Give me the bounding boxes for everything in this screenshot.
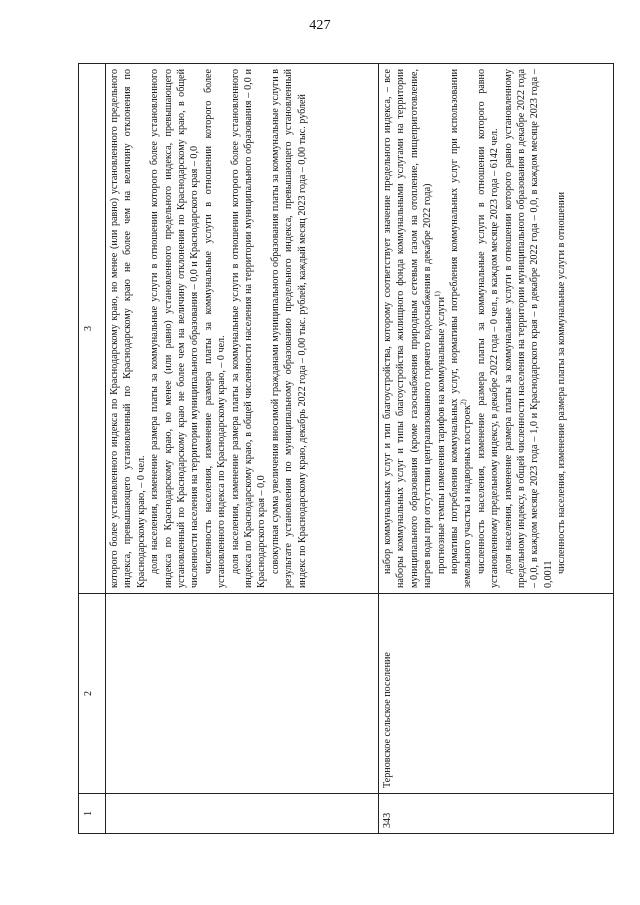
header-col-2: 2 [79, 594, 106, 794]
indicator-paragraph: численность населения, изменение размера платы за коммунальные услуги в отношении [556, 191, 568, 574]
indicator-paragraph [448, 69, 475, 588]
indicator-paragraph: набор коммунальных услуг и тип благоустройства, которому соответствует значение предельного индекса, – все наборы коммунальных услуг и типы благоустройства жилищного фонда коммунальными услугами на территории муниципального образования (кроме газоснабжения природным сетевым газом на отопление, пищеприготовление, нагрев воды при отсутствии централизованного горячего водоснабжения в декабре 2022 года) [382, 69, 434, 588]
indicator-paragraph: численность населения, изменение размера платы за коммунальные услуги в отношении которого равно установленному предельному индексу, в декабре 2022 года – 0 чел., в каждом месяце 2023 года – 6142 чел. [475, 69, 501, 588]
indicator-text-cell [379, 64, 614, 594]
settlement-name-cell: Терновское сельское поселение [379, 594, 614, 794]
paragraph-text: прогнозные темпы изменения тарифов на коммунальные услуги [435, 297, 447, 574]
table-row [106, 64, 379, 834]
footnote-mark: 1) [433, 291, 442, 298]
row-number-cell [106, 794, 379, 834]
header-col-3: 3 [79, 64, 106, 594]
indicator-paragraph: доля населения, изменение размера платы за коммунальные услуги в отношении которого более установленного индекса по Краснодарскому краю, в общей численности населения на территории муниципального образования – 0,0 и Краснодарского края – 0,0 [229, 69, 268, 588]
table-row [379, 64, 614, 834]
indicator-paragraph: которого более установленного индекса по Краснодарскому краю, но менее (или равно) установленного предельного индекса, превышающего установленный по Краснодарскому краю не более чем на величину отклонения по Краснодарскому краю, – 0 чел. [109, 69, 147, 588]
indicator-paragraph: доля населения, изменение размера платы за коммунальные услуги в отношении которого более установленного индекса по Краснодарскому краю, но менее (или равно) установленного предельного индекса, превышающего установленный по Краснодарскому краю не более чем на величину отклонения по Краснодарскому краю, в общей численности населения на территории муниципального образования – 0,0 и Краснодарского края – 0,0 [149, 69, 201, 588]
page-number: 427 [309, 18, 331, 33]
rotated-table-content [78, 64, 612, 834]
indicator-paragraph [435, 69, 448, 588]
indicator-paragraph: доля населения, изменение размера платы за коммунальные услуги в отношении которого равно установленному предельному индексу, в общей численности населения на территории муниципального образования в декабре 2022 года – 0,0, в каждом месяце 2023 года – 1,0 и Краснодарского края – в декабре 2022 года – 0,0, в каждом месяце 2023 года – 0,0011 [502, 69, 554, 588]
footnote-mark: 2) [460, 399, 469, 406]
paragraph-text: нормативы потребления коммунальных услуг, нормативы потребления коммунальных услуг при использовании земельного участка и надворных построек [449, 69, 474, 588]
indicator-paragraph: численность населения, изменение размера платы за коммунальные услуги в отношении которого более установленного индекса по Краснодарскому краю, – 0 чел. [202, 69, 228, 588]
indicator-text-cell [106, 64, 379, 594]
indicator-paragraph: совокупная сумма увеличения вносимой гражданами муниципального образования платы за коммунальные услуги в результате установления по муниципальному образованию предельного индекса, превышающего установленный индекс по Краснодарскому краю, декабрь 2022 года – 0,00 тыс. рублей, каждый месяц 2023 года – 0,00 тыс. рублей [269, 69, 308, 588]
settlement-name-cell [106, 594, 379, 794]
rotated-table-frame [78, 64, 612, 834]
header-col-1: 1 [79, 794, 106, 834]
row-number-cell: 343 [379, 794, 614, 834]
table-header-row [79, 64, 106, 834]
document-table [78, 63, 614, 834]
